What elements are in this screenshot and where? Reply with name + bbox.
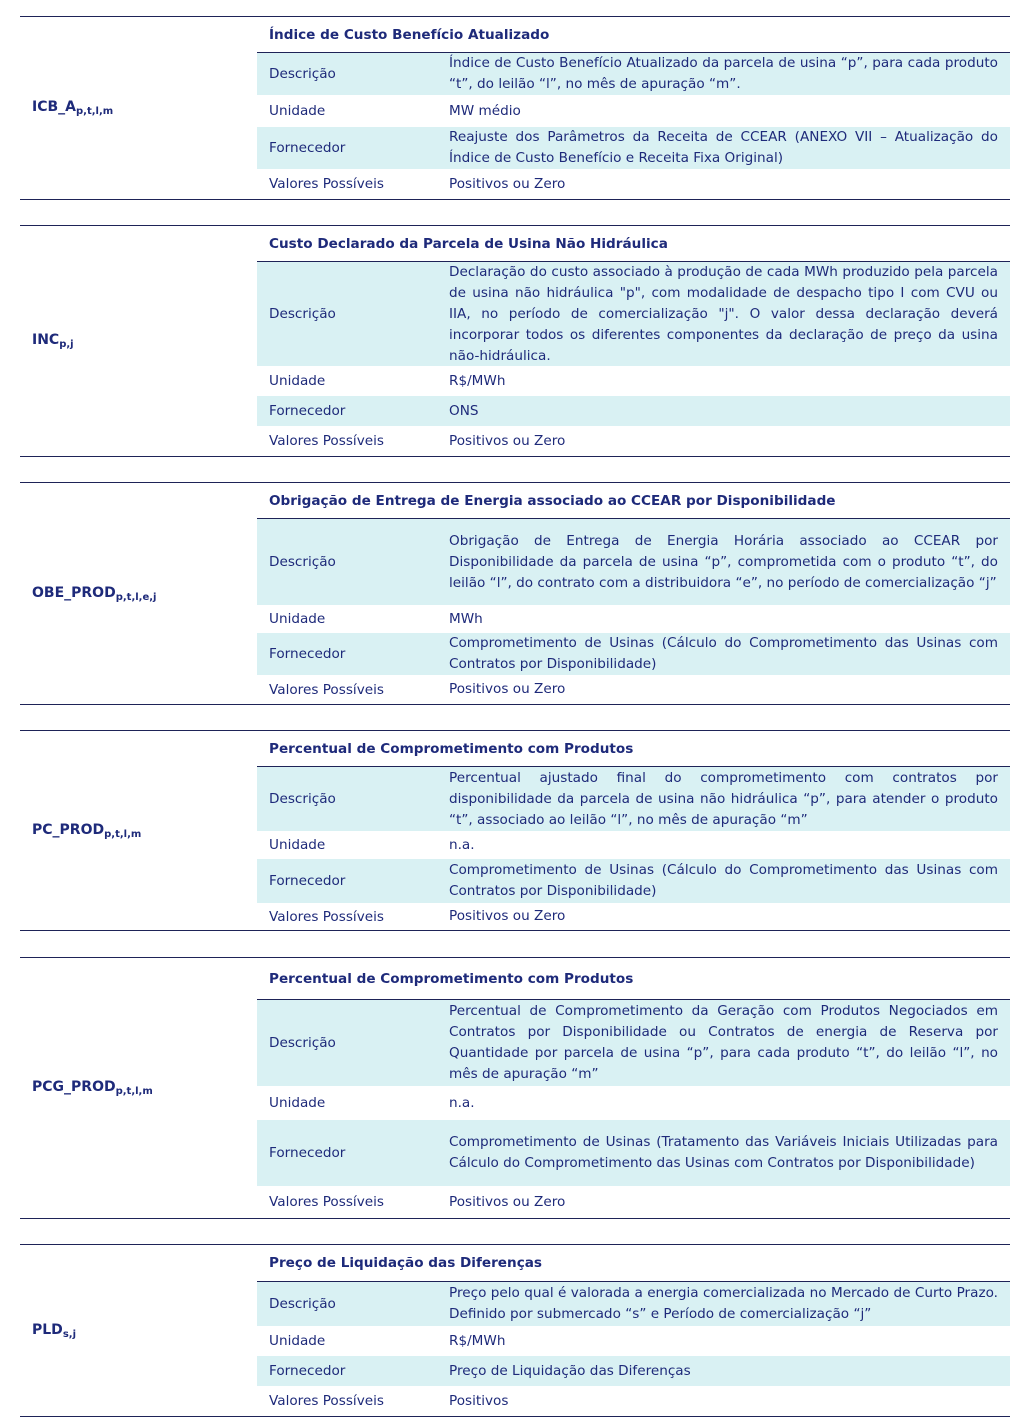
row-label: Unidade [269, 1333, 326, 1349]
variable-block-pcg-prod [20, 957, 1010, 1219]
variable-block-pld [20, 1244, 1010, 1417]
row-value: R$/MWh [449, 1332, 506, 1349]
row-fornecedor [257, 859, 1010, 903]
row-value: Positivos ou Zero [449, 908, 566, 924]
variable-title: Obrigação de Entrega de Energia associado ao CCEAR por Disponibilidade [257, 483, 1010, 519]
variable-symbol: PLD [32, 1321, 63, 1338]
row-label: Unidade [269, 837, 326, 853]
row-value: n.a. [449, 1094, 475, 1111]
row-value: Comprometimento de Usinas (Cálculo do Comprometimento das Usinas com Contratos por Disponibilidade) [449, 635, 998, 672]
row-fornecedor [257, 1120, 1010, 1186]
row-label: Valores Possíveis [269, 1393, 384, 1409]
variable-subscript: s,j [62, 1328, 76, 1340]
row-fornecedor [257, 1356, 1010, 1386]
row-label: Descrição [269, 554, 336, 570]
variable-symbol: INC [32, 332, 60, 348]
row-unidade [257, 1326, 1010, 1356]
row-value: Índice de Custo Benefício Atualizado da parcela de usina “p”, para cada produto “t”, do leilão “l”, no mês de apuração “m”. [449, 55, 998, 92]
variable-subscript: p,t,l,e,j [115, 591, 157, 603]
variable-symbol: OBE_PROD [32, 584, 116, 601]
variable-title: Preço de Liquidação das Diferenças [257, 1245, 1010, 1282]
row-fornecedor [257, 633, 1010, 675]
row-value: n.a. [449, 836, 475, 853]
row-value: Percentual ajustado final do comprometimento com contratos por disponibilidade da parcela de usina não hidráulica “p”, para atender o produto “t”, associado ao leilão “l”, no mês de apuração “m” [449, 769, 998, 828]
row-label: Unidade [269, 1095, 326, 1111]
row-label: Unidade [269, 373, 326, 389]
variable-symbol: ICB_A [32, 99, 76, 115]
row-value: MWh [449, 610, 483, 627]
row-descricao [257, 1282, 1010, 1326]
row-value: Positivos ou Zero [449, 175, 566, 192]
row-value: MW médio [449, 102, 521, 119]
row-label: Unidade [269, 611, 326, 627]
variable-title: Percentual de Comprometimento com Produtos [257, 958, 1010, 1000]
row-valores [257, 1186, 1010, 1218]
row-label: Fornecedor [269, 646, 346, 662]
variable-subscript: p,t,l,m [76, 106, 114, 117]
variable-subscript: p,j [59, 339, 74, 350]
row-label: Valores Possíveis [269, 908, 384, 925]
variable-symbol: PCG_PROD [32, 1079, 116, 1095]
row-label: Fornecedor [269, 1145, 346, 1161]
row-unidade [257, 605, 1010, 633]
row-valores [257, 675, 1010, 704]
row-descricao [257, 767, 1010, 831]
row-value: R$/MWh [449, 372, 506, 389]
row-label: Descrição [269, 66, 336, 82]
row-label: Fornecedor [269, 873, 346, 889]
row-unidade [257, 366, 1010, 396]
variable-name [32, 99, 113, 117]
row-label: Valores Possíveis [269, 433, 384, 449]
variable-block-obe-prod [20, 482, 1010, 705]
row-value: Positivos ou Zero [449, 1193, 566, 1210]
row-label: Descrição [269, 1296, 336, 1312]
row-label: Fornecedor [269, 403, 346, 419]
row-label: Descrição [269, 1035, 336, 1051]
variable-name [32, 332, 74, 350]
row-descricao [257, 53, 1010, 95]
row-value: Positivos ou Zero [449, 432, 566, 449]
row-valores [257, 903, 1010, 930]
row-label: Descrição [269, 791, 336, 807]
variable-title: Percentual de Comprometimento com Produtos [257, 731, 1010, 767]
row-label: Unidade [269, 103, 326, 119]
row-descricao [257, 519, 1010, 605]
variable-name [32, 1322, 76, 1340]
variable-subscript: p,t,l,m [115, 1086, 153, 1097]
row-valores [257, 169, 1010, 199]
row-descricao [257, 1000, 1010, 1086]
row-value: Preço de Liquidação das Diferenças [449, 1362, 691, 1379]
variable-symbol: PC_PROD [32, 821, 105, 838]
row-unidade [257, 1086, 1010, 1120]
variable-title: Custo Declarado da Parcela de Usina Não Hidráulica [257, 226, 1010, 262]
variable-block-icb-a [20, 16, 1010, 200]
row-unidade [257, 95, 1010, 127]
variable-name [32, 822, 141, 840]
variable-name [32, 1079, 153, 1097]
row-value: Comprometimento de Usinas (Tratamento das Variáveis Iniciais Utilizadas para Cálculo do Comprometimento das Usinas com Contratos por Disponibilidade) [449, 1134, 998, 1171]
variable-title: Índice de Custo Benefício Atualizado [257, 17, 1010, 53]
row-value: Positivos ou Zero [449, 681, 566, 697]
row-value: Declaração do custo associado à produção de cada MWh produzido pela parcela de usina não hidráulica "p", com modalidade de despacho tipo I com CVU ou IIA, no período de comercialização "j". O valor dessa declaração deverá incorporar todos os diferentes componentes da declaração de preço da usina não-hidráulica. [449, 263, 998, 364]
variable-name [32, 585, 156, 603]
row-label: Fornecedor [269, 1363, 346, 1379]
row-label: Valores Possíveis [269, 1194, 384, 1210]
variable-block-pc-prod [20, 730, 1010, 931]
variable-block-inc [20, 225, 1010, 457]
row-valores [257, 426, 1010, 456]
row-value: Preço pelo qual é valorada a energia comercializada no Mercado de Curto Prazo. Definido por submercado “s” e Período de comercialização “j” [449, 1285, 998, 1322]
row-label: Fornecedor [269, 140, 346, 156]
row-label: Valores Possíveis [269, 681, 384, 698]
row-fornecedor [257, 396, 1010, 426]
row-fornecedor [257, 127, 1010, 169]
row-label: Descrição [269, 306, 336, 322]
variable-subscript: p,t,l,m [104, 828, 142, 840]
row-value: ONS [449, 402, 479, 419]
row-unidade [257, 831, 1010, 859]
row-value: Obrigação de Entrega de Energia Horária associado ao CCEAR por Disponibilidade da parcela de usina “p”, comprometida com o produto “t”, do leilão “l”, do contrato com a distribuidora “e”, no período de comercialização “j” [449, 532, 998, 591]
row-descricao [257, 262, 1010, 366]
row-valores [257, 1386, 1010, 1416]
row-value: Comprometimento de Usinas (Cálculo do Comprometimento das Usinas com Contratos por Disponibilidade) [449, 862, 998, 899]
row-value: Reajuste dos Parâmetros da Receita de CCEAR (ANEXO VII – Atualização do Índice de Custo Benefício e Receita Fixa Original) [449, 129, 998, 166]
row-value: Percentual de Comprometimento da Geração com Produtos Negociados em Contratos por Disponibilidade ou Contratos de energia de Reserva por Quantidade por parcela de usina “p”, para cada produto “t”, do leilão “l”, no mês de apuração “m” [449, 1003, 998, 1082]
row-value: Positivos [449, 1392, 509, 1409]
row-label: Valores Possíveis [269, 176, 384, 192]
